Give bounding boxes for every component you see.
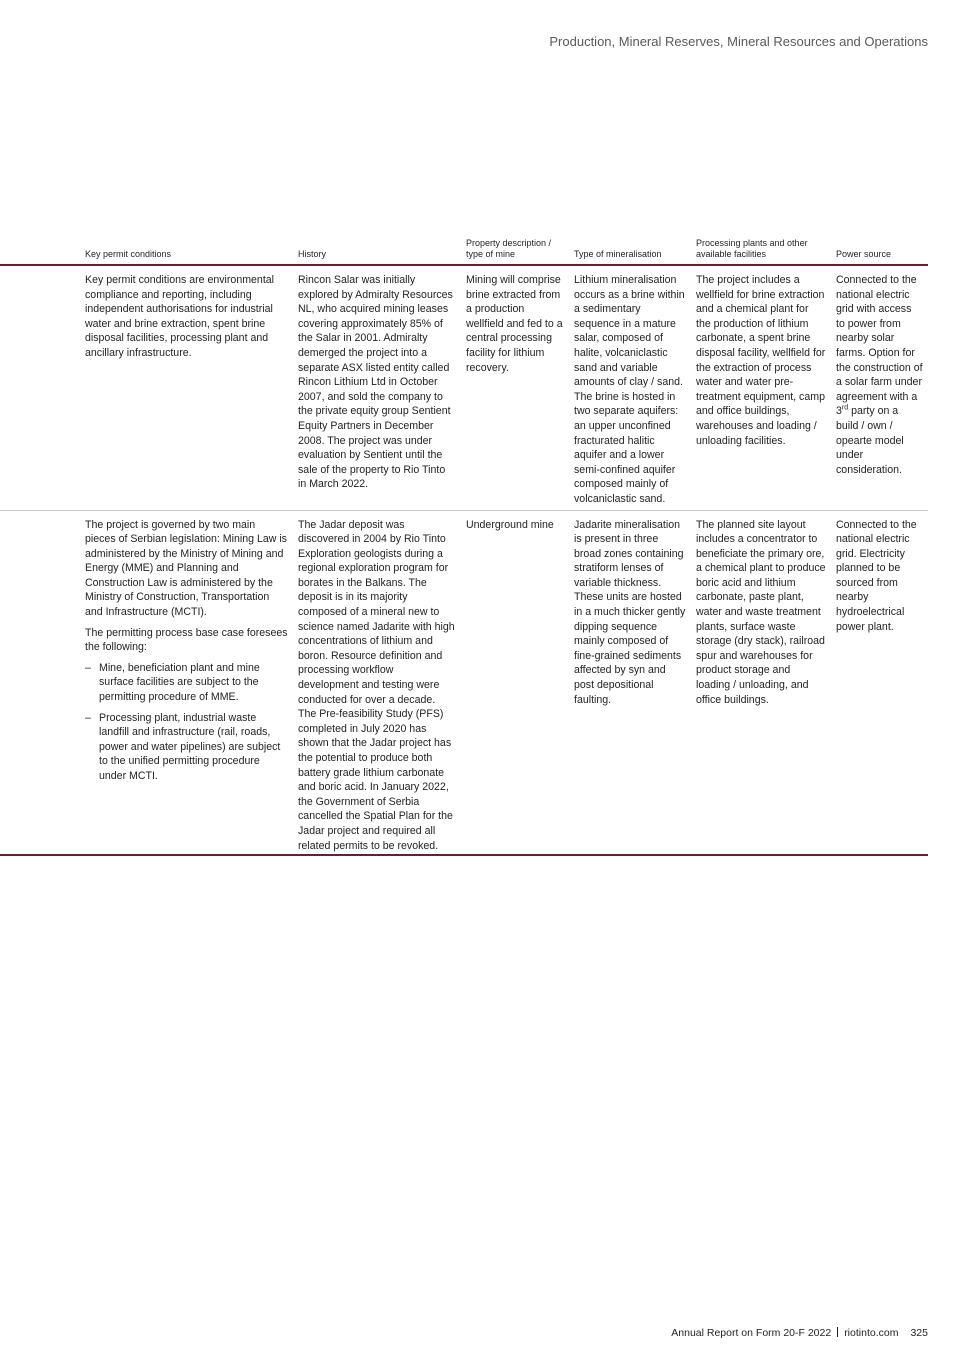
header-spacer <box>0 238 80 265</box>
table-row-rincon <box>0 265 928 510</box>
cell-property-description: Underground mine <box>461 510 569 855</box>
cell-mineralisation: Jadarite mineralisation is present in three broad zones containing stratiform lenses of variable thickness. These units are hosted in a much thicker gently dipping sequence mainly composed of fine-grained sediments affected by syn and post depositional faulting. <box>569 510 691 855</box>
col-header-power-source: Power source <box>831 238 928 265</box>
col-header-permit-conditions: Key permit conditions <box>80 238 293 265</box>
power-text-start: Connected to the national electric grid with access to power from nearby solar farms. Option for the construction of a solar farm under agreement with a 3 <box>836 274 923 418</box>
cell-property-description: Mining will comprise brine extracted from a production wellfield and fed to a central processing facility for lithium recovery. <box>461 265 569 510</box>
cell-mineralisation: Lithium mineralisation occurs as a brine within a sedimentary sequence in a mature salar, composed of halite, volcaniclastic sand and variable amounts of clay / sand. The brine is hosted in two separate aquifers: an upper unconfined fracturated halitic aquifer and a lower semi-confined aquifer composed mainly of volcaniclastic sand. <box>569 265 691 510</box>
ordinal-superscript: rd <box>841 404 849 412</box>
permit-paragraph: The project is governed by two main pieces of Serbian legislation: Mining Law is administered by the Ministry of Mining and Energy (MME) and Planning and Construction Law is administered by the Ministry of Construction, Transportation and Infrastructure (MCTI). <box>85 518 287 619</box>
footer-report-title: Annual Report on Form 20-F 2022 <box>671 1327 832 1339</box>
cell-facilities: The project includes a wellfield for brine extraction and a chemical plant for the production of lithium carbonate, a spent brine disposal facility, wellfield for the extraction of process water and water pre-treatment equipment, camp and office buildings, warehouses and loading / unloading facilities. <box>691 265 831 510</box>
row-spacer <box>0 510 80 855</box>
operations-table <box>0 238 928 856</box>
cell-power-source: Connected to the national electric grid. Electricity planned to be sourced from nearby hydroelectrical power plant. <box>831 510 928 855</box>
running-header: Production, Mineral Reserves, Mineral Resources and Operations <box>549 34 928 49</box>
cell-permit-conditions <box>80 510 293 855</box>
permit-bullet-item <box>85 711 288 784</box>
cell-permit-conditions: Key permit conditions are environmental compliance and reporting, including independent authorisations for industrial water and brine extraction, spent brine disposal facilities, processing plant and ancillary infrastructure. <box>80 265 293 510</box>
power-text-end: party on a build / own / opearte model under consideration. <box>836 405 904 476</box>
permit-paragraph: The permitting process base case foresees the following: <box>85 626 288 654</box>
col-header-mineralisation: Type of mineralisation <box>569 238 691 265</box>
cell-history: The Jadar deposit was discovered in 2004 by Rio Tinto Exploration geologists during a regional exploration program for borates in the Balkans. The deposit is in its majority composed of a mineral new to science named Jadarite with high concentrations of lithium and boron. Resource definition and processing workflow development and testing were conducted for over a decade. The Pre-feasibility Study (PFS) completed in July 2020 has shown that the Jadar project has the potential to produce both battery grade lithium carbonate and boric acid. In January 2022, the Government of Serbia cancelled the Spatial Plan for the Jadar project and required all related permits to be revoked. <box>293 510 461 855</box>
cell-facilities: The planned site layout includes a concentrator to beneficiate the primary ore, a chemical plant to produce boric acid and lithium carbonate, paste plant, water and waste treatment plants, surface waste storage (dry stack), railroad spur and warehouses for product storage and loading / unloading, and office buildings. <box>691 510 831 855</box>
cell-power-source <box>831 265 928 510</box>
footer-separator <box>837 1327 838 1337</box>
col-header-facilities: Processing plants and other available facilities <box>691 238 831 265</box>
operations-table-container <box>0 238 928 856</box>
table-row-jadar <box>0 510 928 855</box>
dash-bullet-icon: – <box>85 661 91 674</box>
table-header <box>0 238 928 265</box>
bullet-text: Processing plant, industrial waste landfill and infrastructure (rail, roads, power and water pipelines) are subject to the unified permitting procedure under MCTI. <box>99 711 281 782</box>
bullet-text: Mine, beneficiation plant and mine surface facilities are subject to the permitting procedure of MME. <box>99 661 260 704</box>
permit-bullet-list <box>85 661 288 784</box>
footer-site: riotinto.com <box>844 1327 899 1339</box>
cell-history: Rincon Salar was initially explored by Admiralty Resources NL, who acquired mining leases covering approximately 85% of the Salar in 2001. Admiralty demerged the project into a separate ASX listed entity called Rincon Lithium Ltd in October 2007, and sold the company to the private equity group Sentient Equity Partners in December 2008. The project was under evaluation by Sentient until the sale of the property to Rio Tinto in March 2022. <box>293 265 461 510</box>
permit-bullet-item <box>85 661 288 705</box>
row-spacer <box>0 265 80 510</box>
col-header-property-description: Property description / type of mine <box>461 238 569 265</box>
page-number: 325 <box>910 1327 928 1339</box>
header-row <box>0 238 928 265</box>
col-header-history: History <box>293 238 461 265</box>
page-footer <box>671 1327 928 1339</box>
dash-bullet-icon: – <box>85 711 91 724</box>
